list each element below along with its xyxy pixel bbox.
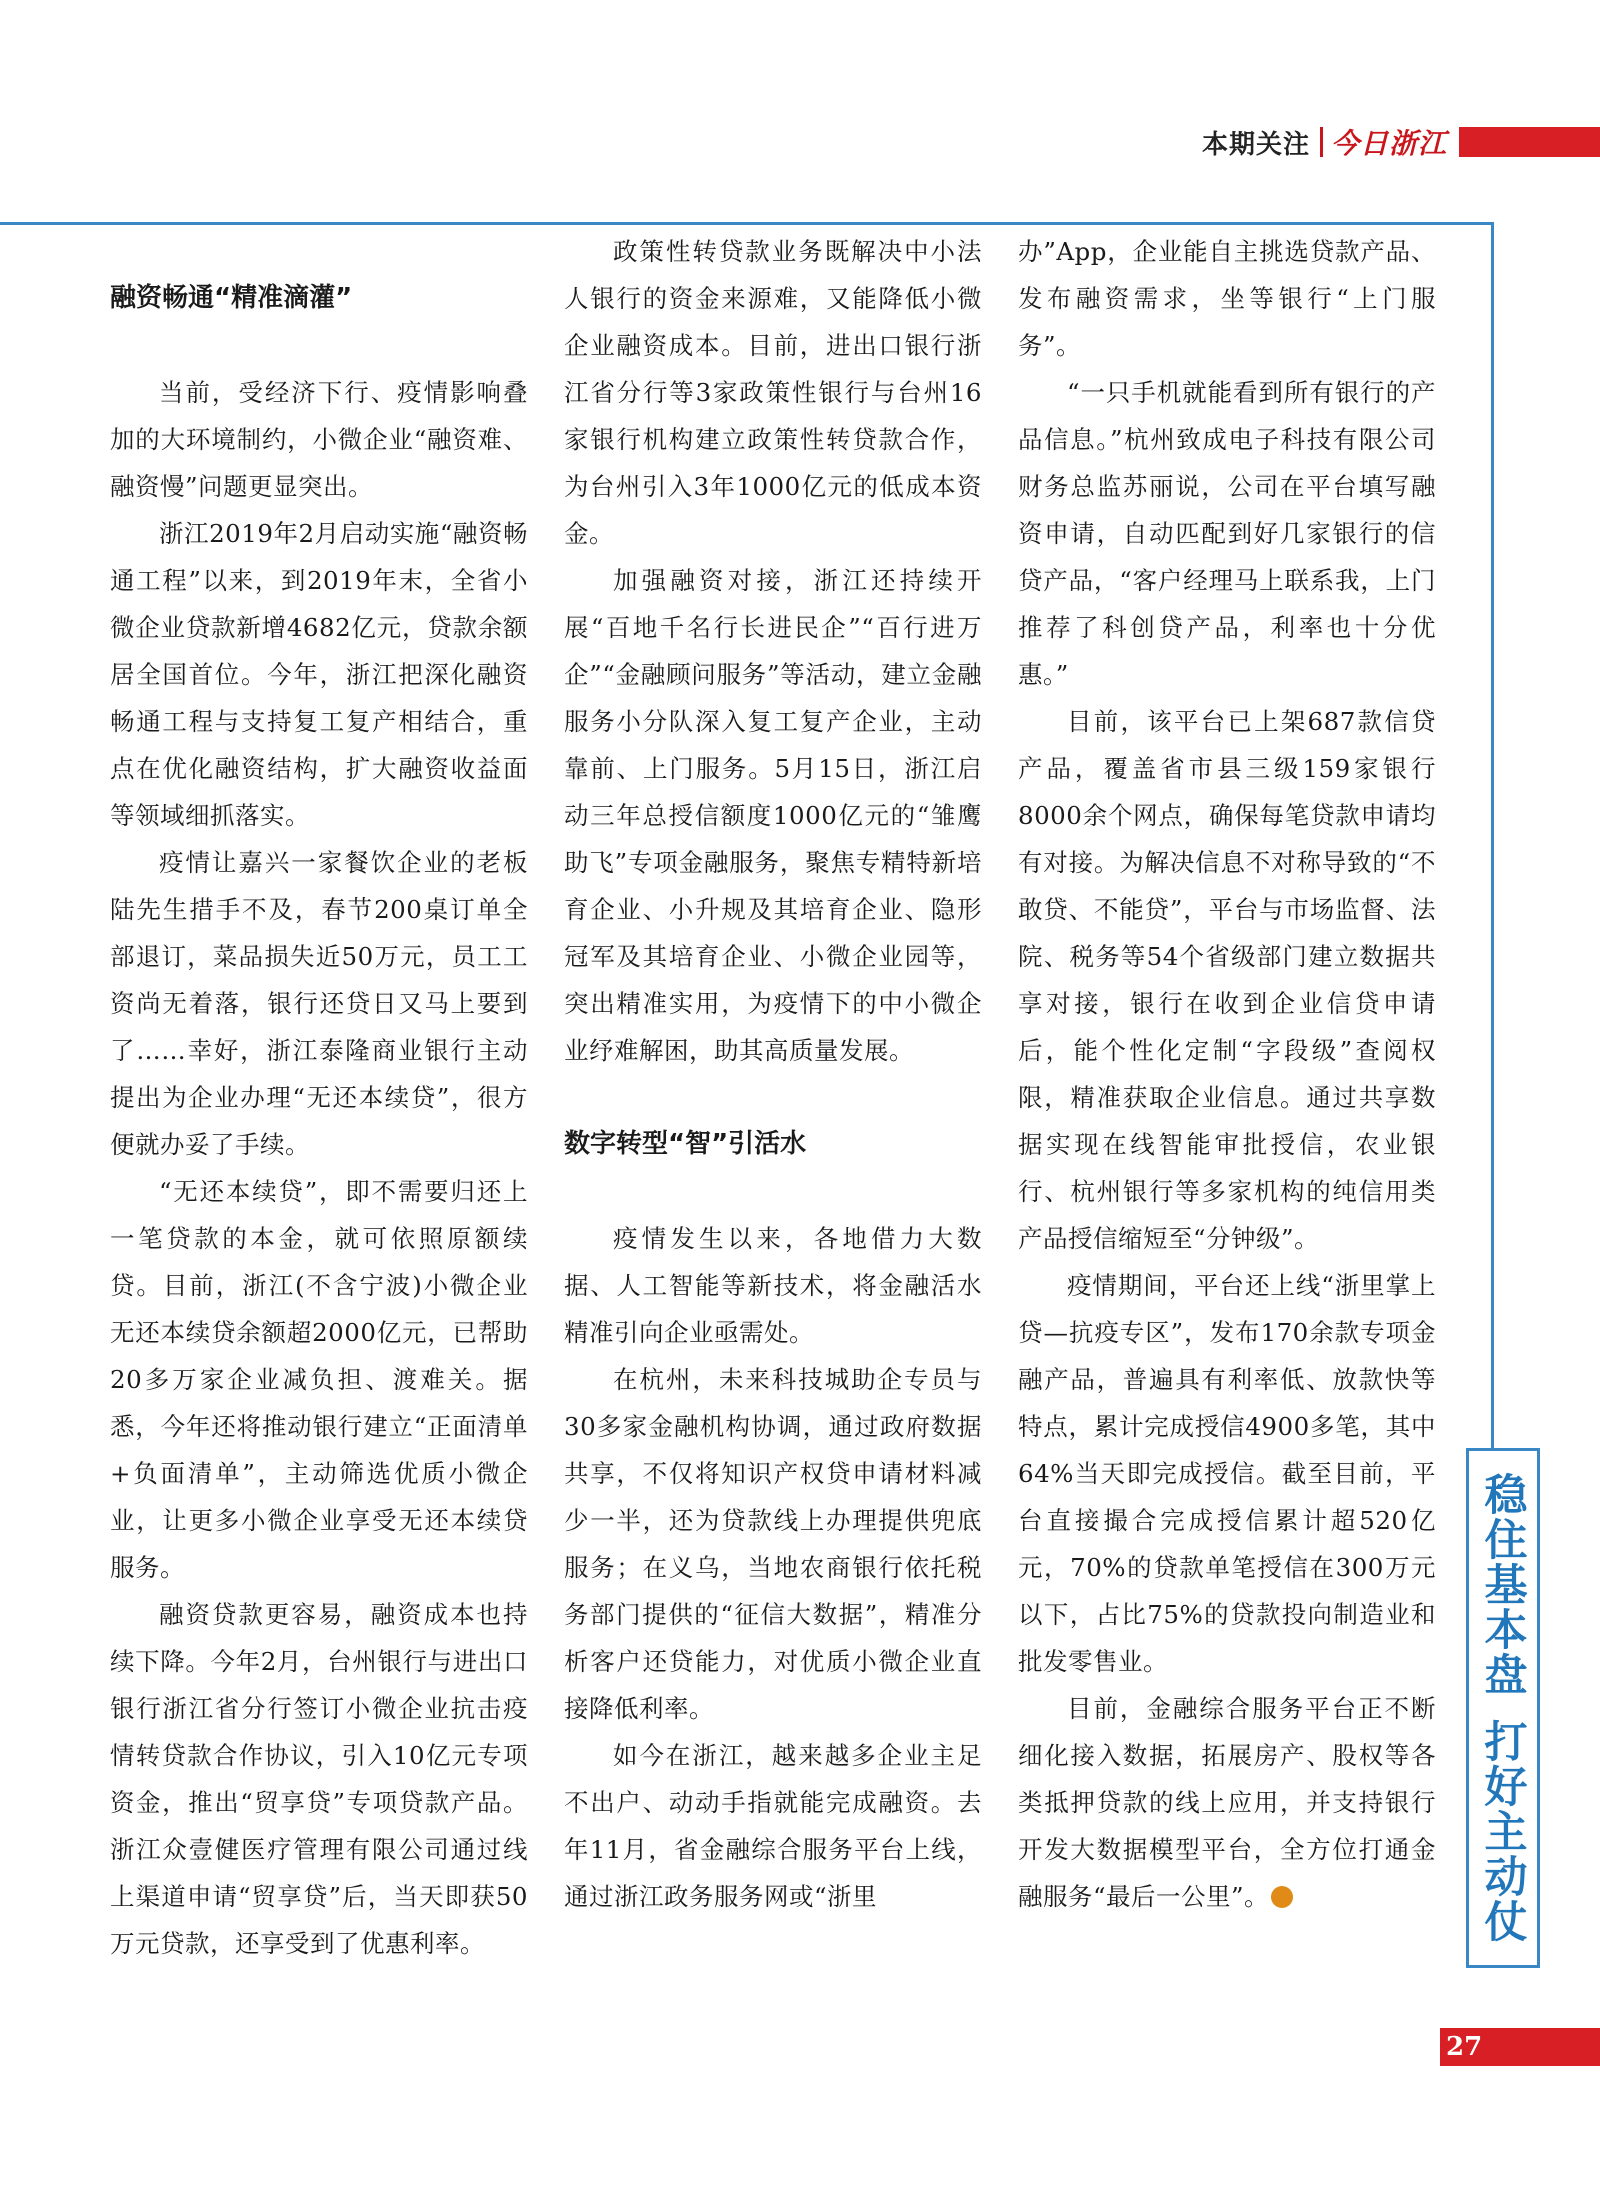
paragraph: 在杭州，未来科技城助企专员与30多家金融机构协调，通过政府数据共享，不仅将知识产权贷申请材料减少一半，还为贷款线上办理提供兜底服务；在义乌，当地农商银行依托税务部门提供的“征信大数据”，精准分析客户还贷能力，对优质小微企业直接降低利率。	[564, 1365, 982, 1723]
column-1	[110, 228, 528, 1967]
running-header	[1202, 124, 1600, 160]
header-divider	[1320, 127, 1323, 157]
frame-line-top	[0, 222, 1494, 225]
spacer	[110, 322, 528, 369]
page-number-tab	[1440, 2028, 1600, 2066]
side-banner	[1466, 1448, 1540, 1968]
side-banner-line-2: 打好主动仗	[1477, 1719, 1528, 1944]
paragraph: “无还本续贷”，即不需要归还上一笔贷款的本金，就可依照原额续贷。目前，浙江(不含宁波)小微企业无还本续贷余额超2000亿元，已帮助20多万家企业减负担、渡难关。据悉，今年还将推动银行建立“正面清单+负面清单”，主动筛选优质小微企业，让更多小微企业享受无还本续贷服务。	[110, 1177, 528, 1582]
spacer	[564, 1074, 982, 1121]
frame-line-right	[1491, 222, 1494, 1448]
end-mark-icon	[1271, 1886, 1293, 1908]
paragraph: 如今在浙江，越来越多企业主足不出户、动动手指就能完成融资。去年11月，省金融综合服务平台上线，通过浙江政务服务网或“浙里	[564, 1741, 982, 1911]
paragraph: “一只手机就能看到所有银行的产品信息。”杭州致成电子科技有限公司财务总监苏丽说，公司在平台填写融资申请，自动匹配到好几家银行的信贷产品，“客户经理马上联系我，上门推荐了科创贷产品，利率也十分优惠。”	[1018, 378, 1436, 689]
magazine-logo: 今日浙江	[1331, 127, 1448, 160]
paragraph: 目前，该平台已上架687款信贷产品，覆盖省市县三级159家银行8000余个网点，确保每笔贷款申请均有对接。为解决信息不对称导致的“不敢贷、不能贷”，平台与市场监督、法院、税务等54个省级部门建立数据共享对接，银行在收到企业信贷申请后，能个性化定制“字段级”查阅权限，精准获取企业信息。通过共享数据实现在线智能审批授信，农业银行、杭州银行等多家机构的纯信用类产品授信缩短至“分钟级”。	[1018, 707, 1436, 1253]
paragraph: 疫情让嘉兴一家餐饮企业的老板陆先生措手不及，春节200桌订单全部退订，菜品损失近50万元，员工工资尚无着落，银行还贷日又马上要到了……幸好，浙江泰隆商业银行主动提出为企业办理“无还本续贷”，很方便就办妥了手续。	[110, 848, 528, 1159]
page-number: 27	[1446, 2032, 1483, 2062]
section-heading-2: 数字转型“智”引活水	[564, 1129, 807, 1159]
side-banner-line-1: 稳住基本盘	[1477, 1472, 1528, 1697]
column-3	[1018, 228, 1436, 1920]
paragraph: 疫情期间，平台还上线“浙里掌上贷—抗疫专区”，发布170余款专项金融产品，普遍具有利率低、放款快等特点，累计完成授信4900多笔，其中64%当天即完成授信。截至目前，平台直接撮合完成授信累计超520亿元，70%的贷款单笔授信在300万元以下，占比75%的贷款投向制造业和批发零售业。	[1018, 1271, 1436, 1676]
section-label: 本期关注	[1202, 129, 1311, 160]
paragraph: 疫情发生以来，各地借力大数据、人工智能等新技术，将金融活水精准引向企业亟需处。	[564, 1224, 982, 1347]
paragraph-text: 目前，金融综合服务平台正不断细化接入数据，拓展房产、股权等各类抵押贷款的线上应用，并支持银行开发大数据模型平台，全方位打通金融服务“最后一公里”。	[1018, 1694, 1436, 1911]
paragraph: 加强融资对接，浙江还持续开展“百地千名行长进民企”“百行进万企”“金融顾问服务”等活动，建立金融服务小分队深入复工复产企业，主动靠前、上门服务。5月15日，浙江启动三年总授信额度1000亿元的“雏鹰助飞”专项金融服务，聚焦专精特新培育企业、小升规及其培育企业、隐形冠军及其培育企业、小微企业园等，突出精准实用，为疫情下的中小微企业纾难解困，助其高质量发展。	[564, 566, 982, 1065]
paragraph: 政策性转贷款业务既解决中小法人银行的资金来源难，又能降低小微企业融资成本。目前，进出口银行浙江省分行等3家政策性银行与台州16家银行机构建立政策性转贷款合作，为台州引入3年1000亿元的低成本资金。	[564, 237, 982, 548]
paragraph: 浙江2019年2月启动实施“融资畅通工程”以来，到2019年末，全省小微企业贷款新增4682亿元，贷款余额居全国首位。今年，浙江把深化融资畅通工程与支持复工复产相结合，重点在优化融资结构，扩大融资收益面等领域细抓落实。	[110, 519, 528, 830]
paragraph: 融资贷款更容易，融资成本也持续下降。今年2月，台州银行与进出口银行浙江省分行签订小微企业抗击疫情转贷款合作协议，引入10亿元专项资金，推出“贸享贷”专项贷款产品。浙江众壹健医疗管理有限公司通过线上渠道申请“贸享贷”后，当天即获50万元贷款，还享受到了优惠利率。	[110, 1600, 528, 1958]
header-accent-bar	[1459, 127, 1600, 157]
spacer	[564, 1168, 982, 1215]
spacer	[110, 228, 528, 275]
paragraph-continued: 办”App，企业能自主挑选贷款产品、发布融资需求，坐等银行“上门服务”。	[1018, 237, 1436, 360]
column-2	[564, 228, 982, 1920]
section-heading-1: 融资畅通“精准滴灌”	[110, 283, 353, 313]
paragraph-final	[1018, 1685, 1436, 1920]
paragraph: 当前，受经济下行、疫情影响叠加的大环境制约，小微企业“融资难、融资慢”问题更显突出。	[110, 378, 528, 501]
